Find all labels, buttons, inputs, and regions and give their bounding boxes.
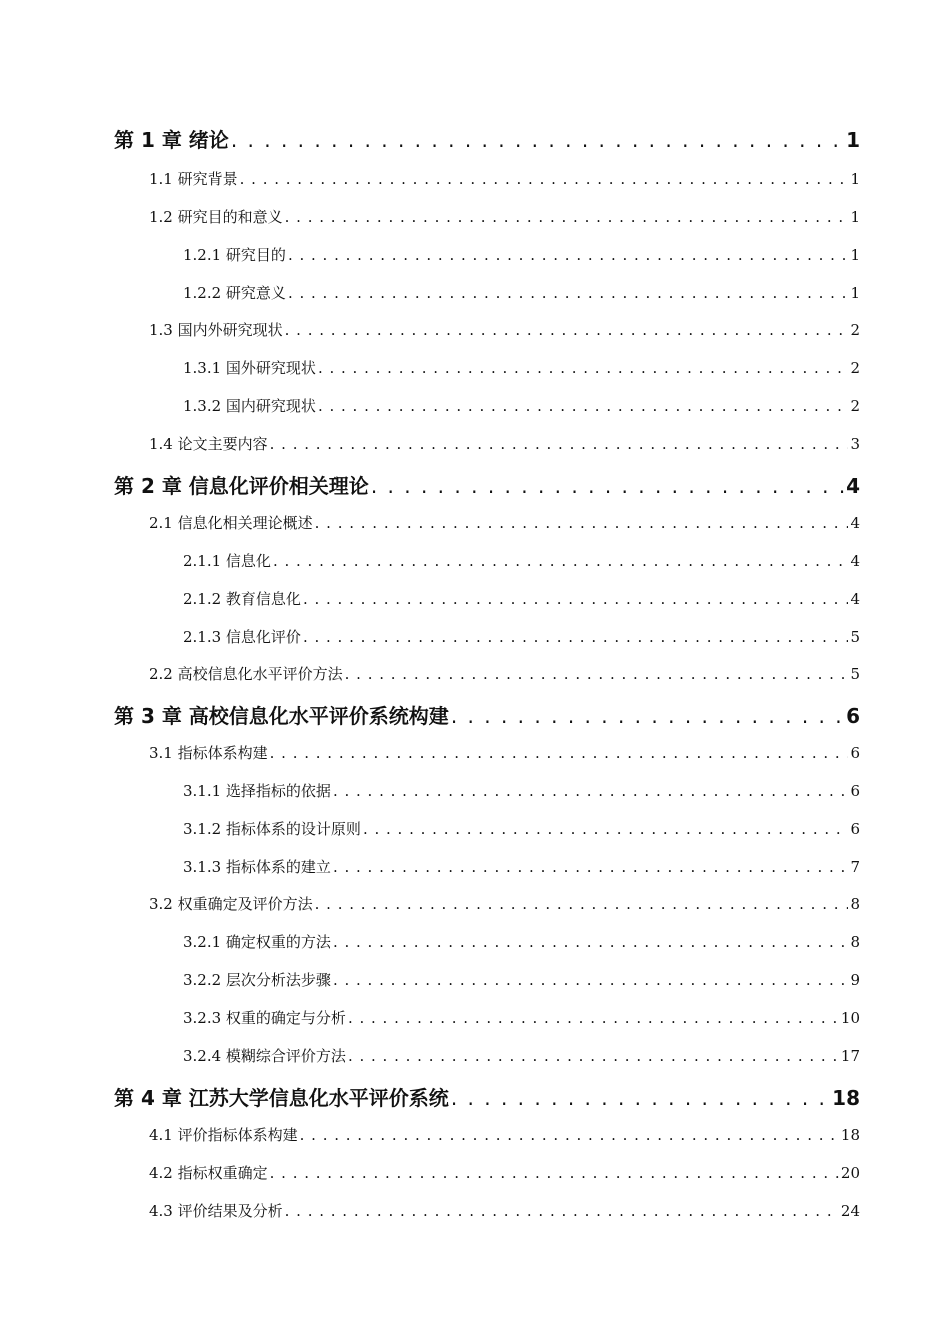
toc-entry-title: 3.1.1 选择指标的依据	[183, 782, 331, 800]
toc-subsection-2-1-2[interactable]	[183, 588, 860, 609]
toc-entry-title: 2.2 高校信息化水平评价方法	[149, 665, 343, 683]
toc-dot-leader	[318, 359, 849, 377]
toc-page-number: 6	[846, 704, 860, 728]
toc-entry-title: 2.1 信息化相关理论概述	[149, 514, 313, 532]
toc-dot-leader	[315, 514, 849, 532]
toc-dot-leader	[348, 1009, 839, 1027]
toc-dot-leader	[231, 128, 844, 152]
toc-dot-leader	[240, 170, 849, 188]
toc-chapter-2[interactable]	[114, 470, 860, 499]
toc-dot-leader	[451, 1086, 830, 1110]
toc-subsection-1-3-2[interactable]	[183, 395, 860, 416]
toc-section-3-2[interactable]	[149, 893, 860, 914]
toc-entry-title: 第 2 章 信息化评价相关理论	[114, 474, 369, 498]
toc-dot-leader	[333, 858, 849, 876]
toc-entry-title: 3.2.4 模糊综合评价方法	[183, 1047, 346, 1065]
toc-page-number: 24	[840, 1202, 860, 1220]
toc-page-number: 1	[850, 170, 860, 188]
toc-dot-leader	[371, 474, 844, 498]
toc-section-4-3[interactable]	[149, 1200, 860, 1221]
toc-page-number: 18	[832, 1086, 860, 1110]
toc-page-number: 2	[850, 397, 860, 415]
toc-subsection-3-1-2[interactable]	[183, 818, 860, 839]
toc-page-number: 8	[850, 933, 860, 951]
toc-entry-title: 1.2 研究目的和意义	[149, 208, 283, 226]
toc-dot-leader	[270, 744, 849, 762]
toc-entry-title: 1.1 研究背景	[149, 170, 238, 188]
toc-entry-title: 4.3 评价结果及分析	[149, 1202, 283, 1220]
toc-dot-leader	[318, 397, 849, 415]
toc-dot-leader	[273, 552, 849, 570]
toc-page-number: 4	[850, 590, 860, 608]
toc-entry-title: 2.1.1 信息化	[183, 552, 271, 570]
toc-entry-title: 3.1 指标体系构建	[149, 744, 268, 762]
toc-page-number: 6	[850, 782, 860, 800]
toc-entry-title: 1.2.1 研究目的	[183, 246, 286, 264]
toc-dot-leader	[345, 665, 849, 683]
toc-dot-leader	[333, 933, 849, 951]
toc-subsection-2-1-3[interactable]	[183, 626, 860, 647]
toc-chapter-3[interactable]	[114, 700, 860, 729]
toc-entry-title: 1.4 论文主要内容	[149, 435, 268, 453]
toc-page-number: 10	[840, 1009, 860, 1027]
toc-chapter-1[interactable]	[114, 124, 860, 153]
toc-section-2-2[interactable]	[149, 663, 860, 684]
toc-entry-title: 4.2 指标权重确定	[149, 1164, 268, 1182]
toc-dot-leader	[288, 284, 849, 302]
toc-subsection-3-1-1[interactable]	[183, 780, 860, 801]
toc-page-number: 4	[846, 474, 860, 498]
toc-page-number: 4	[850, 552, 860, 570]
toc-page-number: 18	[840, 1126, 860, 1144]
toc-page-number: 6	[850, 744, 860, 762]
toc-dot-leader	[285, 1202, 839, 1220]
toc-entry-title: 3.2.3 权重的确定与分析	[183, 1009, 346, 1027]
toc-entry-title: 3.2 权重确定及评价方法	[149, 895, 313, 913]
toc-page-number: 20	[840, 1164, 860, 1182]
toc-page-number: 1	[846, 128, 860, 152]
toc-dot-leader	[348, 1047, 839, 1065]
toc-page-number: 7	[850, 858, 860, 876]
toc-entry-title: 第 4 章 江苏大学信息化水平评价系统	[114, 1086, 449, 1110]
toc-section-4-2[interactable]	[149, 1162, 860, 1183]
toc-entry-title: 2.1.3 信息化评价	[183, 628, 301, 646]
toc-dot-leader	[270, 1164, 839, 1182]
toc-subsection-3-2-2[interactable]	[183, 969, 860, 990]
toc-page-number: 9	[850, 971, 860, 989]
toc-page-number: 5	[850, 665, 860, 683]
toc-chapter-4[interactable]	[114, 1082, 860, 1111]
toc-entry-title: 3.2.2 层次分析法步骤	[183, 971, 331, 989]
toc-dot-leader	[288, 246, 849, 264]
toc-page-number: 1	[850, 246, 860, 264]
toc-entry-title: 1.2.2 研究意义	[183, 284, 286, 302]
toc-page-number: 1	[850, 284, 860, 302]
toc-subsection-3-2-3[interactable]	[183, 1007, 860, 1028]
toc-section-1-2[interactable]	[149, 206, 860, 227]
toc-page-number: 3	[850, 435, 860, 453]
toc-page-number: 5	[850, 628, 860, 646]
toc-page-number: 2	[850, 321, 860, 339]
toc-page-number: 1	[850, 208, 860, 226]
toc-entry-title: 3.2.1 确定权重的方法	[183, 933, 331, 951]
toc-subsection-3-1-3[interactable]	[183, 856, 860, 877]
toc-subsection-3-2-4[interactable]	[183, 1045, 860, 1066]
toc-entry-title: 1.3.2 国内研究现状	[183, 397, 316, 415]
toc-entry-title: 3.1.2 指标体系的设计原则	[183, 820, 361, 838]
toc-page-number: 4	[850, 514, 860, 532]
toc-dot-leader	[363, 820, 849, 838]
toc-subsection-1-2-2[interactable]	[183, 282, 860, 303]
toc-dot-leader	[303, 590, 849, 608]
toc-entry-title: 3.1.3 指标体系的建立	[183, 858, 331, 876]
toc-dot-leader	[285, 321, 849, 339]
toc-entry-title: 1.3.1 国外研究现状	[183, 359, 316, 377]
toc-entry-title: 第 1 章 绪论	[114, 128, 229, 152]
toc-page-number: 8	[850, 895, 860, 913]
toc-dot-leader	[285, 208, 849, 226]
toc-entry-title: 2.1.2 教育信息化	[183, 590, 301, 608]
toc-subsection-1-3-1[interactable]	[183, 357, 860, 378]
toc-section-1-3[interactable]	[149, 319, 860, 340]
toc-dot-leader	[270, 435, 849, 453]
toc-section-2-1[interactable]	[149, 512, 860, 533]
toc-entry-title: 1.3 国内外研究现状	[149, 321, 283, 339]
toc-section-1-1[interactable]	[149, 168, 860, 189]
toc-page-number: 2	[850, 359, 860, 377]
toc-dot-leader	[451, 704, 844, 728]
toc-page-number: 17	[840, 1047, 860, 1065]
toc-entry-title: 4.1 评价指标体系构建	[149, 1126, 298, 1144]
toc-entry-title: 第 3 章 高校信息化水平评价系统构建	[114, 704, 449, 728]
toc-section-1-4[interactable]	[149, 433, 860, 454]
toc-dot-leader	[333, 971, 849, 989]
toc-subsection-2-1-1[interactable]	[183, 550, 860, 571]
toc-dot-leader	[300, 1126, 839, 1144]
toc-dot-leader	[303, 628, 849, 646]
toc-page-number: 6	[850, 820, 860, 838]
toc-section-3-1[interactable]	[149, 742, 860, 763]
toc-subsection-3-2-1[interactable]	[183, 931, 860, 952]
toc-subsection-1-2-1[interactable]	[183, 244, 860, 265]
toc-dot-leader	[315, 895, 849, 913]
toc-dot-leader	[333, 782, 849, 800]
toc-section-4-1[interactable]	[149, 1124, 860, 1145]
